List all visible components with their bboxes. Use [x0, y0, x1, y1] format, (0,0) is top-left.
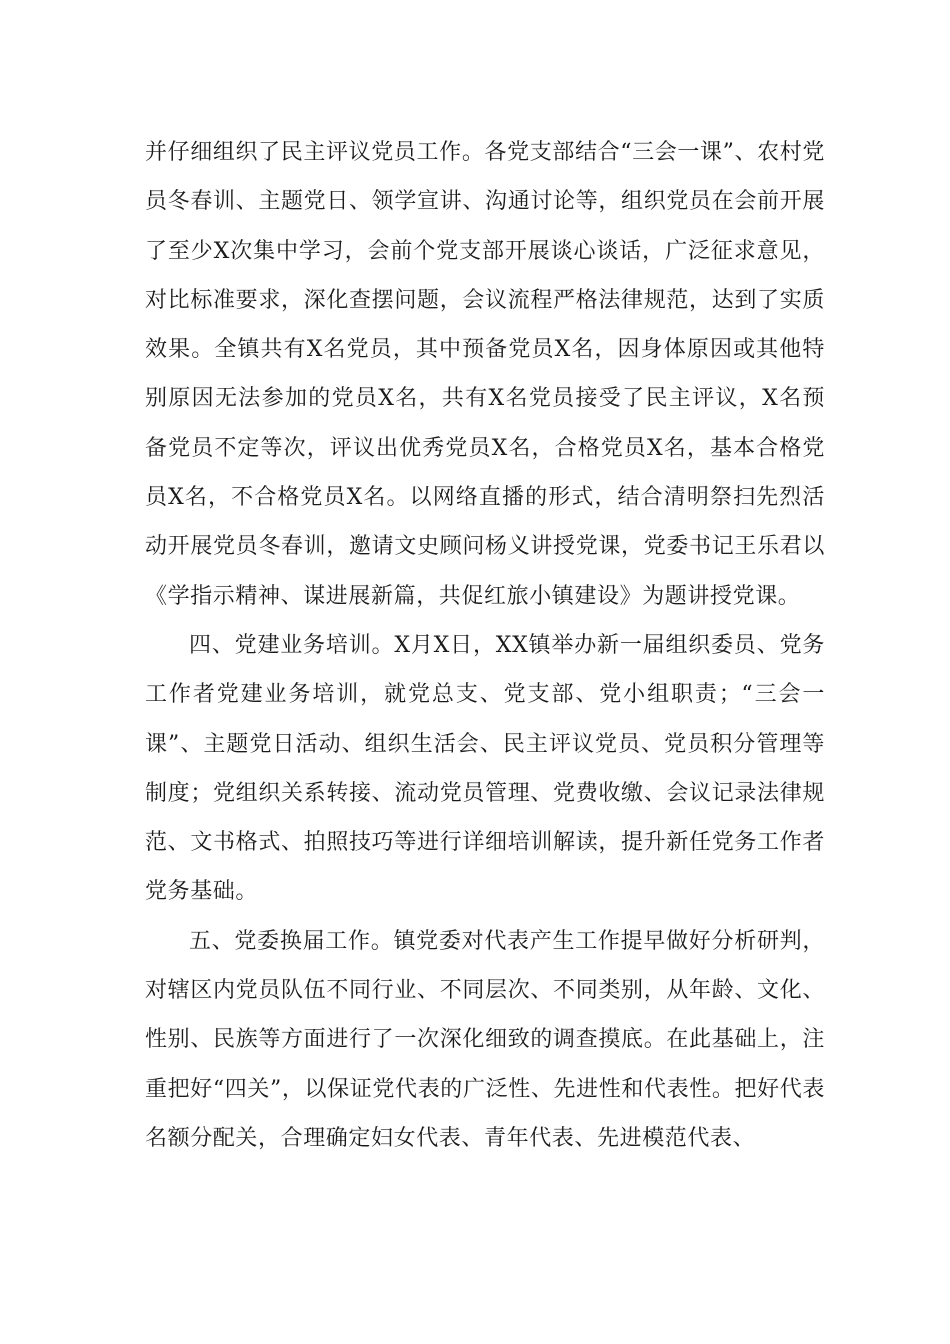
paragraph-continuation: 并仔细组织了民主评议党员工作。各党支部结合“三会一课”、农村党员冬春训、主题党日、领学宣讲、沟通讨论等，组织党员在会前开展了至少X次集中学习，会前个党支部开展谈心谈话，广泛征求意见，对比标准要求，深化查摆问题，会议流程严格法律规范，达到了实质效果。全镇共有X名党员，其中预备党员X名，因身体原因或其他特别原因无法参加的党员X名，共有X名党员接受了民主评议，X名预备党员不定等次，评议出优秀党员X名，合格党员X名，基本合格党员X名，不合格党员X名。以网络直播的形式，结合清明祭扫先烈活动开展党员冬春训，邀请文史顾问杨义讲授党课，党委书记王乐君以《学指示精神、谋进展新篇，共促红旅小镇建设》为题讲授党课。 — [145, 140, 825, 609]
paragraph-section-5-election: 五、党委换届工作。镇党委对代表产生工作提早做好分析研判，对辖区内党员队伍不同行业、不同层次、不同类别，从年龄、文化、性别、民族等方面进行了一次深化细致的调查摸底。在此基础上，注重把好“四关”，以保证党代表的广泛性、先进性和代表性。把好代表名额分配关，合理确定妇女代表、青年代表、先进模范代表、 — [145, 928, 825, 1151]
document-body — [145, 128, 825, 1163]
paragraph-section-4-training: 四、党建业务培训。X月X日，XX镇举办新一届组织委员、党务工作者党建业务培训，就党总支、党支部、党小组职责；“三会一课”、主题党日活动、组织生活会、民主评议党员、党员积分管理等制度；党组织关系转接、流动党员管理、党费收缴、会议记录法律规范、文书格式、拍照技巧等进行详细培训解读，提升新任党务工作者党务基础。 — [145, 632, 825, 905]
